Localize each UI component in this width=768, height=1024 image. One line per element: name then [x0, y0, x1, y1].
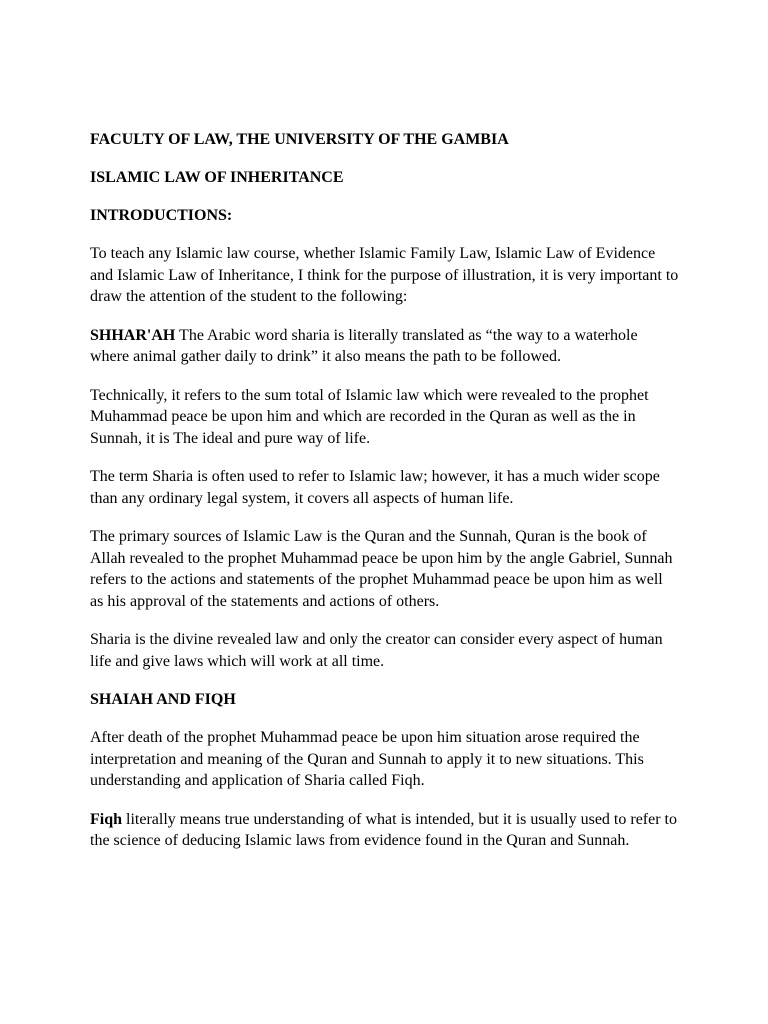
sharia-paragraph [90, 325, 680, 368]
sharia-term: SHHAR'AH [90, 326, 176, 344]
divine-paragraph: Sharia is the divine revealed law and only the creator can consider every aspect of human life and give laws which will work at all time. [90, 631, 663, 670]
intro-paragraph: To teach any Islamic law course, whether Islamic Family Law, Islamic Law of Evidence and Islamic Law of Inheritance, I think for the purpose of illustration, it is very important to draw the attention of the student to the following: [90, 245, 679, 305]
technical-paragraph: Technically, it refers to the sum total of Islamic law which were revealed to the prophet Muhammad peace be upon him and which are recorded in the Quran as well as the in Sunnah, it is The ideal and pure way of life. [90, 386, 649, 447]
sources-paragraph: The primary sources of Islamic Law is the Quran and the Sunnah, Quran is the book of Allah revealed to the prophet Muhammad peace be upon him by the angle Gabriel, Sunnah refers to the actions and statements of the prophet Muhammad peace be upon him as well as his approval of the statements and actions of others. [90, 528, 673, 610]
faculty-heading: FACULTY OF LAW, THE UNIVERSITY OF THE GAMBIA [90, 131, 509, 148]
fiqh-paragraph [90, 809, 680, 852]
sharia-definition: The Arabic word sharia is literally translated as “the way to a waterhole where animal gather daily to drink” it also means the path to be followed. [90, 326, 638, 365]
course-heading: ISLAMIC LAW OF INHERITANCE [90, 169, 344, 186]
document-body [90, 129, 680, 869]
shaiah-fiqh-heading: SHAIAH AND FIQH [90, 691, 236, 708]
death-paragraph: After death of the prophet Muhammad peace be upon him situation arose required the interpretation and meaning of the Quran and Sunnah to apply it to new situations. This understanding and application of Sharia called Fiqh. [90, 729, 644, 789]
fiqh-term: Fiqh [90, 810, 123, 828]
fiqh-definition: literally means true understanding of what is intended, but it is usually used to refer to the science of deducing Islamic laws from evidence found in the Quran and Sunnah. [90, 810, 677, 849]
scope-paragraph: The term Sharia is often used to refer to Islamic law; however, it has a much wider scope than any ordinary legal system, it covers all aspects of human life. [90, 468, 660, 507]
intro-heading: INTRODUCTIONS: [90, 207, 233, 224]
